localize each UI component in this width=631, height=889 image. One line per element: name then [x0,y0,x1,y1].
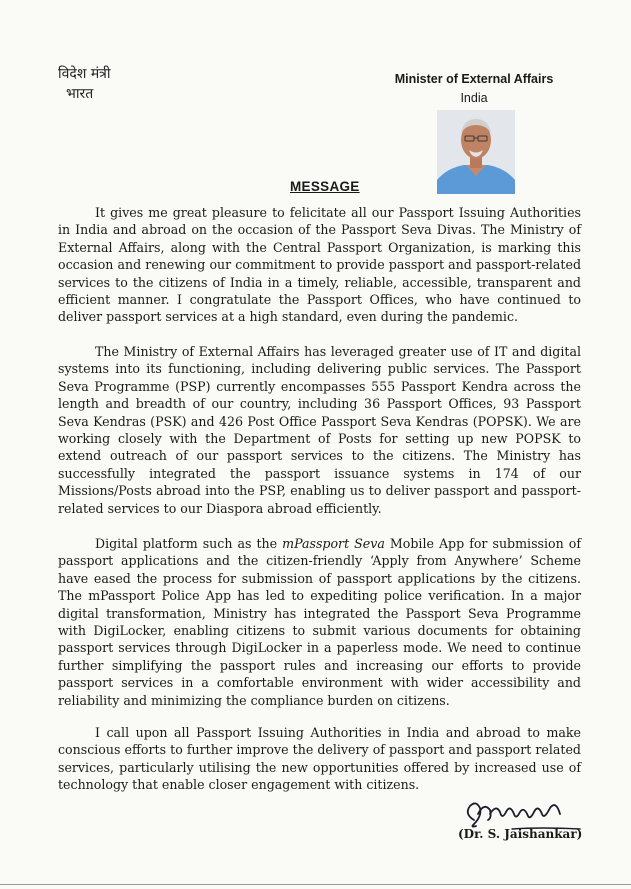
hindi-minister-title: विदेश मंत्री [58,66,111,82]
portrait-image [437,110,515,194]
paragraph-3-rest: Mobile App for submission of passport applications and the citizen-friendly ‘Apply from Anywhere’ Scheme have eased the process for submission of passport applications by the citizens. The mPassport Police App has led to expediting police verification. In a major digital transformation, Ministry has integrated the Passport Seva Programme with DigiLocker, enabling citizens to submit various documents for obtaining passport services through DigiLocker in a paperless mode. We need to continue further simplifying the passport rules and increasing our efforts to provide passport services in a comfortable environment with wider accessibility and reliability and minimizing the compliance burden on citizens. [58,536,581,708]
message-heading: MESSAGE [290,179,360,194]
bottom-divider [0,884,631,885]
country-name: India [460,91,488,105]
mpassport-seva-app-name: mPassport Seva [282,536,385,551]
minister-photo [437,110,515,194]
message-paragraph-3 [58,535,581,709]
paragraph-3-start: Digital platform such as the [95,536,283,551]
message-paragraph-2: The Ministry of External Affairs has leveraged greater use of IT and digital systems into its functioning, including delivering public services. The Passport Seva Programme (PSP) currently encompasses 555 Passport Kendra across the length and breadth of our country, including 36 Passport Offices, 93 Passport Seva Kendras (PSK) and 426 Post Office Passport Seva Kendras (POPSK). We are working closely with the Department of Posts for setting up new POPSK to extend outreach of our passport services to the citizens. The Ministry has successfully integrated the passport issuance systems in 174 of our Missions/Posts abroad into the PSP, enabling us to deliver passport and passport-related services to our Diaspora abroad efficiently. [58,344,581,516]
message-paragraph-4: I call upon all Passport Issuing Authorities in India and abroad to make conscious efforts to further improve the delivery of passport and passport related services, particularly utilising the new opportunities offered by increased use of technology that enable closer engagement with citizens. [58,725,581,793]
minister-title: Minister of External Affairs [394,72,554,86]
english-letterhead [380,70,568,108]
signatory-name: (Dr. S. Jaishankar) [458,827,583,841]
message-paragraph-1: It gives me great pleasure to felicitate all our Passport Issuing Authorities in India and abroad on the occasion of the Passport Seva Divas. The Ministry of External Affairs, along with the Central Passport Organization, is marking this occasion and renewing our commitment to provide passport and passport-related services to the citizens of India in a timely, reliable, accessible, transparent and efficient manner. I congratulate the Passport Offices, who have continued to deliver passport services at a high standard, even during the pandemic. [58,205,581,325]
hindi-letterhead [58,64,111,104]
hindi-country: भारत [66,86,94,102]
